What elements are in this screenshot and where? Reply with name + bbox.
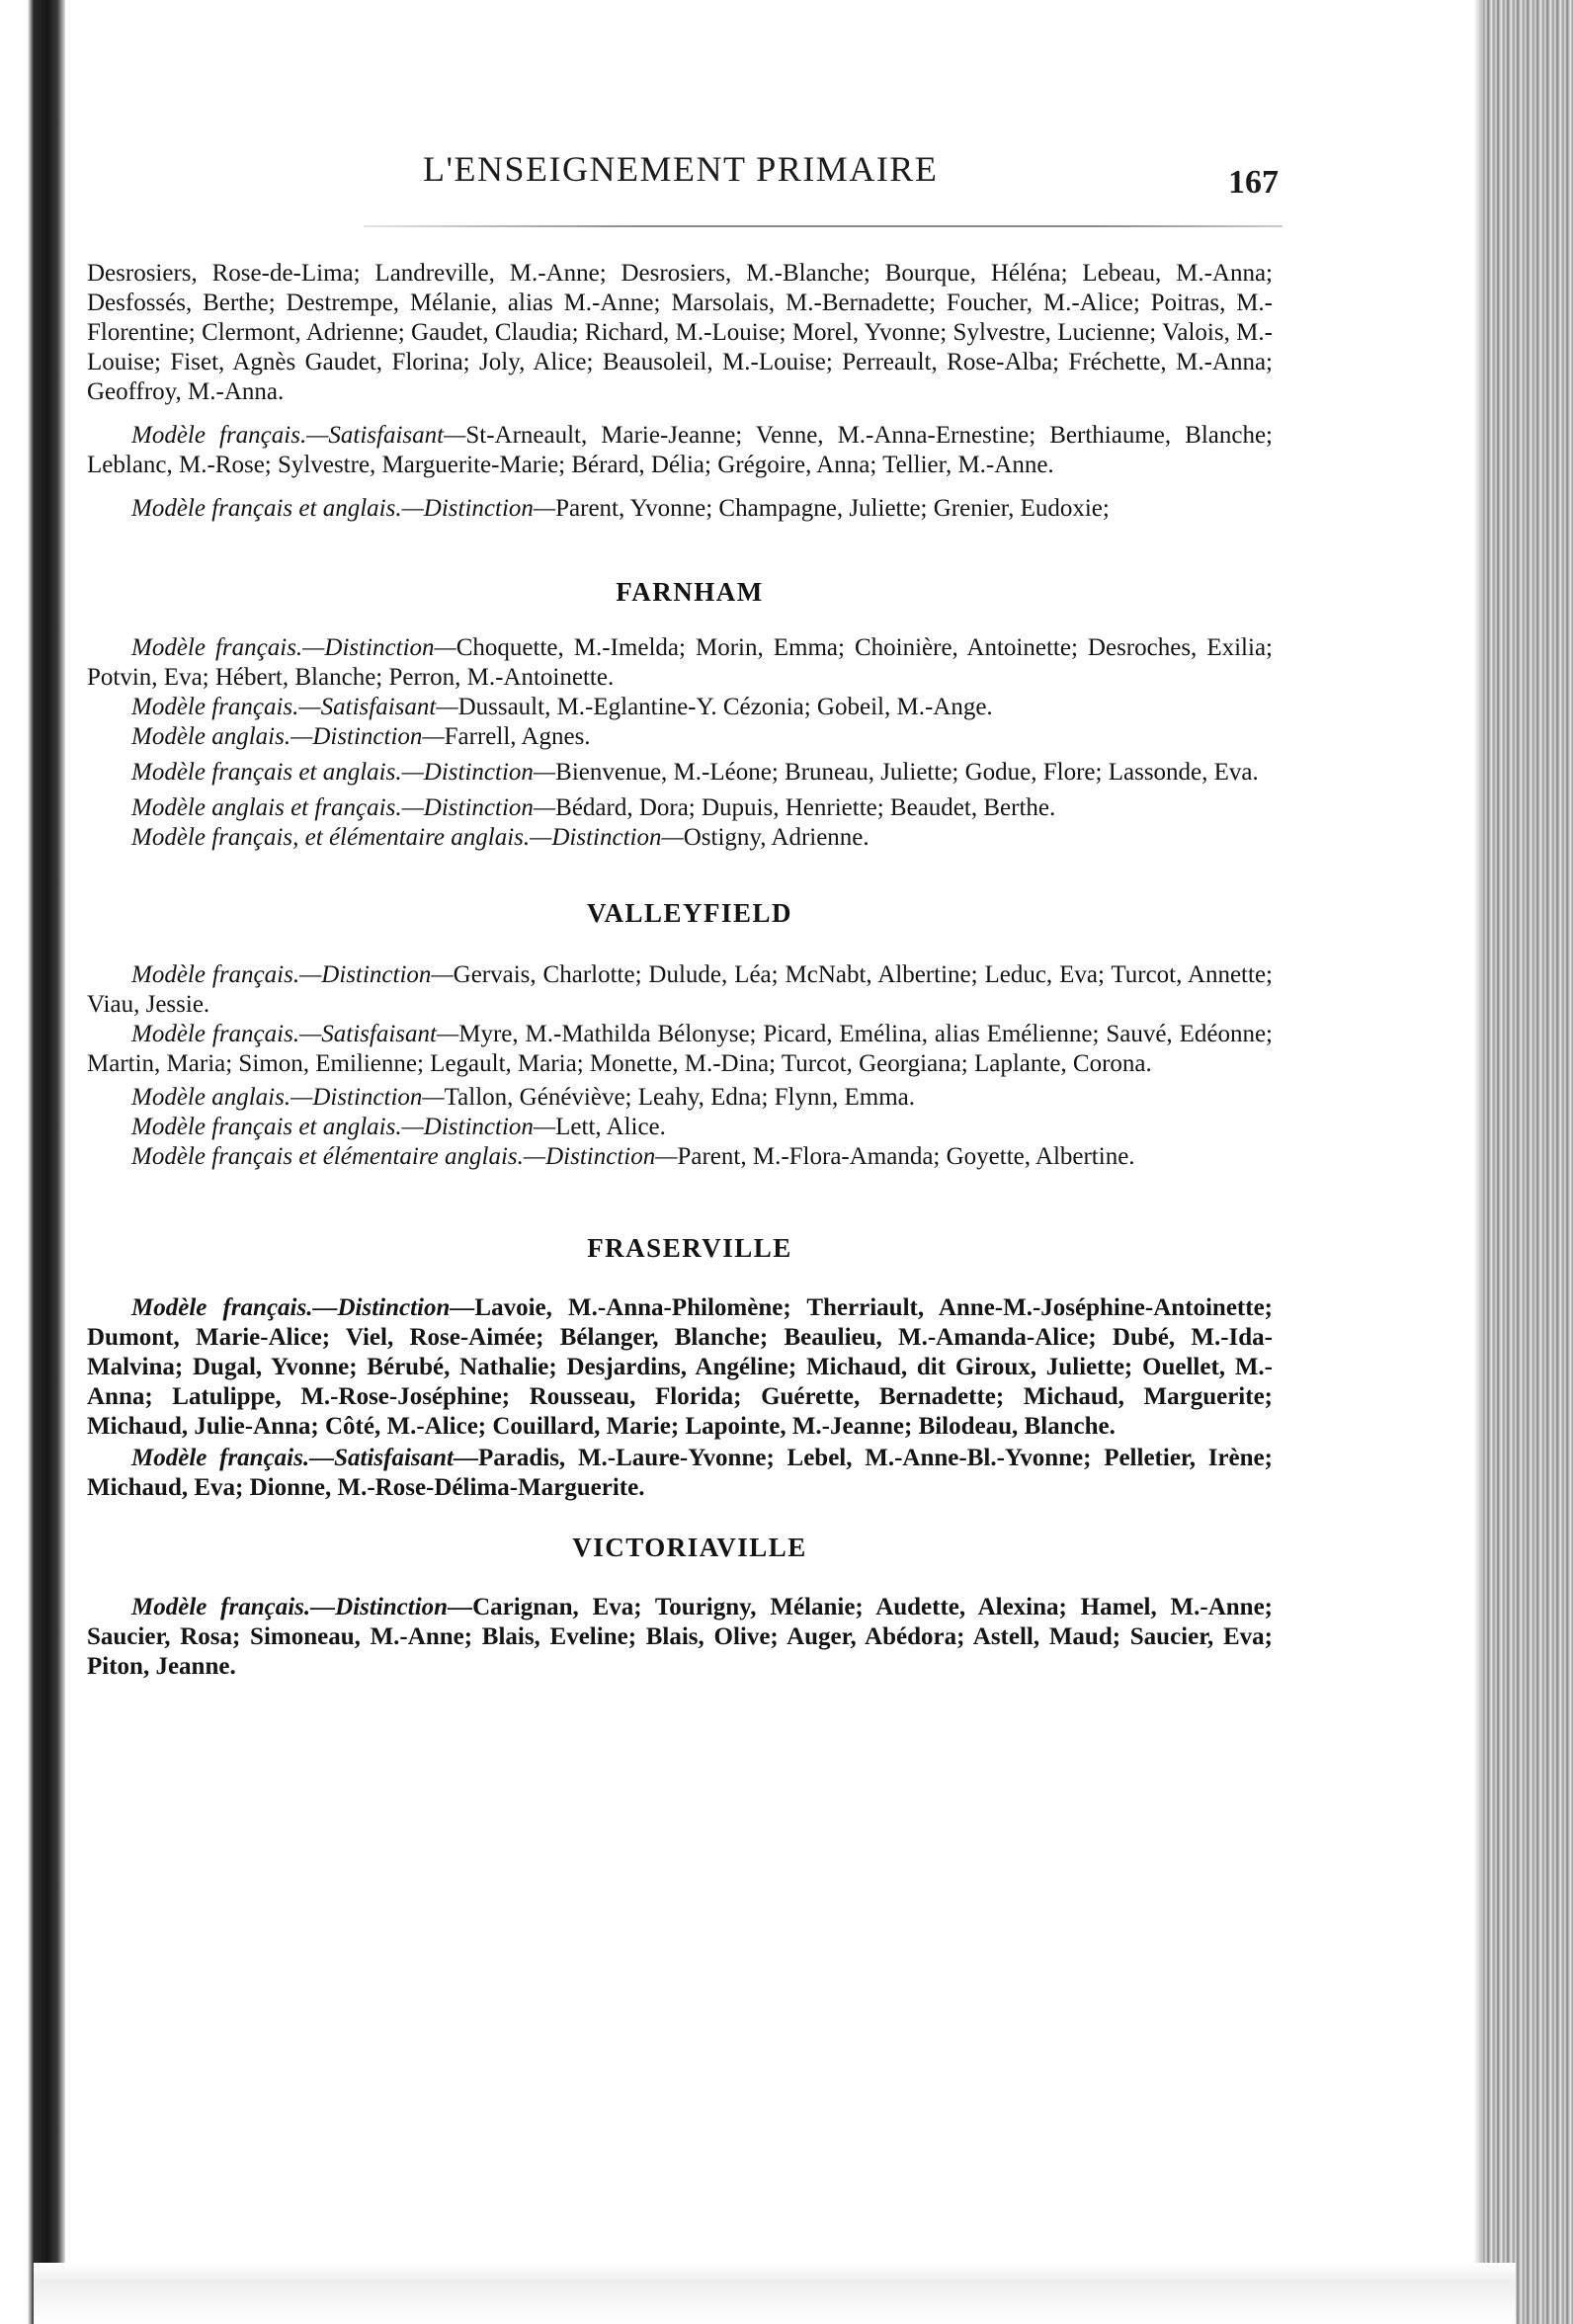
entry-category: Modèle français et élémentaire anglais.—Distinction— <box>131 1143 678 1170</box>
entry-names: St-Arneault, Marie-Jeanne; Venne, M.-Anna-Ernestine; Berthiaume, Blanche; Leblanc, M.-Rose; Sylvestre, Marguerite-Marie; Bérard, Délia; Grégoire, Anna; Tellier, M.-Anne. <box>87 422 1273 478</box>
entry-names: Paradis, M.-Laure-Yvonne; Lebel, M.-Anne-Bl.-Yvonne; Pelletier, Irène; Michaud, Eva; Dionne, M.-Rose-Délima-Marguerite. <box>87 1445 1273 1501</box>
section-valleyfield <box>87 898 1273 1172</box>
entry-names: Farrell, Agnes. <box>444 723 591 750</box>
entry-category: Modèle français.—Satisfaisant— <box>131 422 466 449</box>
entry-names: Gervais, Charlotte; Dulude, Léa; McNabt, Albertine; Leduc, Eva; Turcot, Annette; Viau, Jessie. <box>87 961 1273 1018</box>
entry-names: Choquette, M.-Imelda; Morin, Emma; Choinière, Antoinette; Desroches, Exilia; Potvin, Eva; Hébert, Blanche; Perron, M.-Antoinette. <box>87 634 1273 691</box>
list-entry <box>87 793 1273 823</box>
list-entry <box>87 1083 1273 1113</box>
entry-category: Modèle français et anglais.—Distinction— <box>131 759 556 786</box>
entry-names: Parent, Yvonne; Champagne, Juliette; Grenier, Eudoxie; <box>555 495 1110 522</box>
section-heading: VICTORIAVILLE <box>572 1533 807 1562</box>
list-entry <box>87 494 1273 524</box>
list-entry <box>87 259 1273 407</box>
entry-category: Modèle français.—Satisfaisant— <box>131 1445 478 1471</box>
list-entry <box>87 1142 1273 1172</box>
entry-names: Dussault, M.-Eglantine-Y. Cézonia; Gobeil, M.-Ange. <box>457 694 993 720</box>
entry-names: Desrosiers, Rose-de-Lima; Landreville, M.-Anne; Desrosiers, M.-Blanche; Bourque, Héléna; Lebeau, M.-Anna; Desfossés, Berthe; Destrempe, Mélanie, alias M.-Anne; Marsolais, M.-Bernadette; Foucher, M.-Alice; Poitras, M.-Florentine; Clermont, Adrienne; Gaudet, Claudia; Richard, M.-Louise; Morel, Yvonne; Sylvestre, Lucienne; Valois, M.-Louise; Fiset, Agnès Gaudet, Florina; Joly, Alice; Beausoleil, M.-Louise; Perreault, Rose-Alba; Fréchette, M.-Anna; Geoffroy, M.-Anna. <box>87 260 1273 405</box>
list-entry <box>87 1020 1273 1079</box>
list-entry <box>87 421 1273 480</box>
list-entry <box>87 693 1273 722</box>
scan-binding-shadow <box>0 0 65 2324</box>
entry-names: Lavoie, M.-Anna-Philomène; Therriault, Anne-M.-Joséphine-Antoinette; Dumont, Marie-Alice; Viel, Rose-Aimée; Bélanger, Blanche; Beaulieu, M.-Amanda-Alice; Dubé, M.-Ida-Malvina; Dugal, Yvonne; Bérubé, Nathalie; Desjardins, Angéline; Michaud, dit Giroux, Juliette; Ouellet, M.-Anna; Latulippe, M.-Rose-Joséphine; Rousseau, Florida; Guérette, Bernadette; Michaud, Marguerite; Michaud, Julie-Anna; Côté, M.-Alice; Couillard, Marie; Lapointe, M.-Jeanne; Bilodeau, Blanche. <box>87 1294 1273 1440</box>
entry-category: Modèle français.—Distinction— <box>131 961 454 988</box>
section-heading: FRASERVILLE <box>587 1233 792 1263</box>
section-victoriaville <box>87 1533 1273 1682</box>
list-entry <box>87 1593 1273 1682</box>
entry-category: Modèle français.—Distinction— <box>131 634 456 661</box>
section-fraserville <box>87 1233 1273 1503</box>
entry-category: Modèle anglais.—Distinction— <box>131 723 445 750</box>
entry-category: Modèle anglais.—Distinction— <box>131 1084 445 1111</box>
entry-names: Carignan, Eva; Tourigny, Mélanie; Audette, Alexina; Hamel, M.-Anne; Saucier, Rosa; Simoneau, M.-Anne; Blais, Eveline; Blais, Olive; Auger, Abédora; Astell, Maud; Saucier, Eva; Piton, Jeanne. <box>87 1594 1274 1680</box>
page-title: L'ENSEIGNEMENT PRIMAIRE <box>423 149 939 189</box>
section-heading: VALLEYFIELD <box>586 898 793 928</box>
entry-category: Modèle français.—Distinction— <box>131 1294 475 1321</box>
entry-names: Parent, M.-Flora-Amanda; Goyette, Albertine. <box>677 1143 1135 1170</box>
entry-category: Modèle français et anglais.—Distinction— <box>131 1114 556 1140</box>
entry-category: Modèle français.—Distinction— <box>131 1594 473 1620</box>
entry-category: Modèle anglais et français.—Distinction— <box>131 794 556 821</box>
page-number: 167 <box>1228 164 1279 201</box>
entry-names: Bienvenue, M.-Léone; Bruneau, Juliette; Godue, Flore; Lassonde, Eva. <box>555 759 1259 786</box>
list-entry <box>87 758 1273 788</box>
list-entry <box>87 1113 1273 1142</box>
scan-bottom-edge <box>34 2263 1516 2324</box>
list-entry <box>87 1444 1273 1503</box>
running-header <box>87 128 1279 201</box>
entry-names: Lett, Alice. <box>555 1114 666 1140</box>
entry-names: Ostigny, Adrienne. <box>683 824 869 851</box>
book-page <box>87 128 1279 2263</box>
list-entry <box>87 722 1273 752</box>
intro-list <box>87 259 1273 524</box>
page-edge-shadow <box>1474 0 1482 2324</box>
entry-names: Bédard, Dora; Dupuis, Henriette; Beaudet, Berthe. <box>555 794 1056 821</box>
entry-category: Modèle français.—Satisfaisant— <box>131 1021 459 1047</box>
list-entry <box>87 823 1273 853</box>
page-content <box>87 259 1273 1682</box>
book-page-stack <box>1482 0 1573 2324</box>
list-entry <box>87 633 1273 693</box>
entry-category: Modèle français et anglais.—Distinction— <box>131 495 556 522</box>
list-entry <box>87 960 1273 1020</box>
entry-category: Modèle français, et élémentaire anglais.—Distinction— <box>131 824 684 851</box>
section-farnham <box>87 577 1273 853</box>
entry-names: Myre, M.-Mathilda Bélonyse; Picard, Emélina, alias Emélienne; Sauvé, Edéonne; Martin, Maria; Simon, Emilienne; Legault, Maria; Monette, M.-Dina; Turcot, Georgiana; Laplante, Corona. <box>87 1021 1273 1077</box>
section-heading: FARNHAM <box>616 577 764 607</box>
entry-category: Modèle français.—Satisfaisant— <box>131 694 458 720</box>
entry-names: Tallon, Généviève; Leahy, Edna; Flynn, Emma. <box>444 1084 916 1111</box>
list-entry <box>87 1293 1273 1442</box>
header-rule <box>364 225 1283 227</box>
